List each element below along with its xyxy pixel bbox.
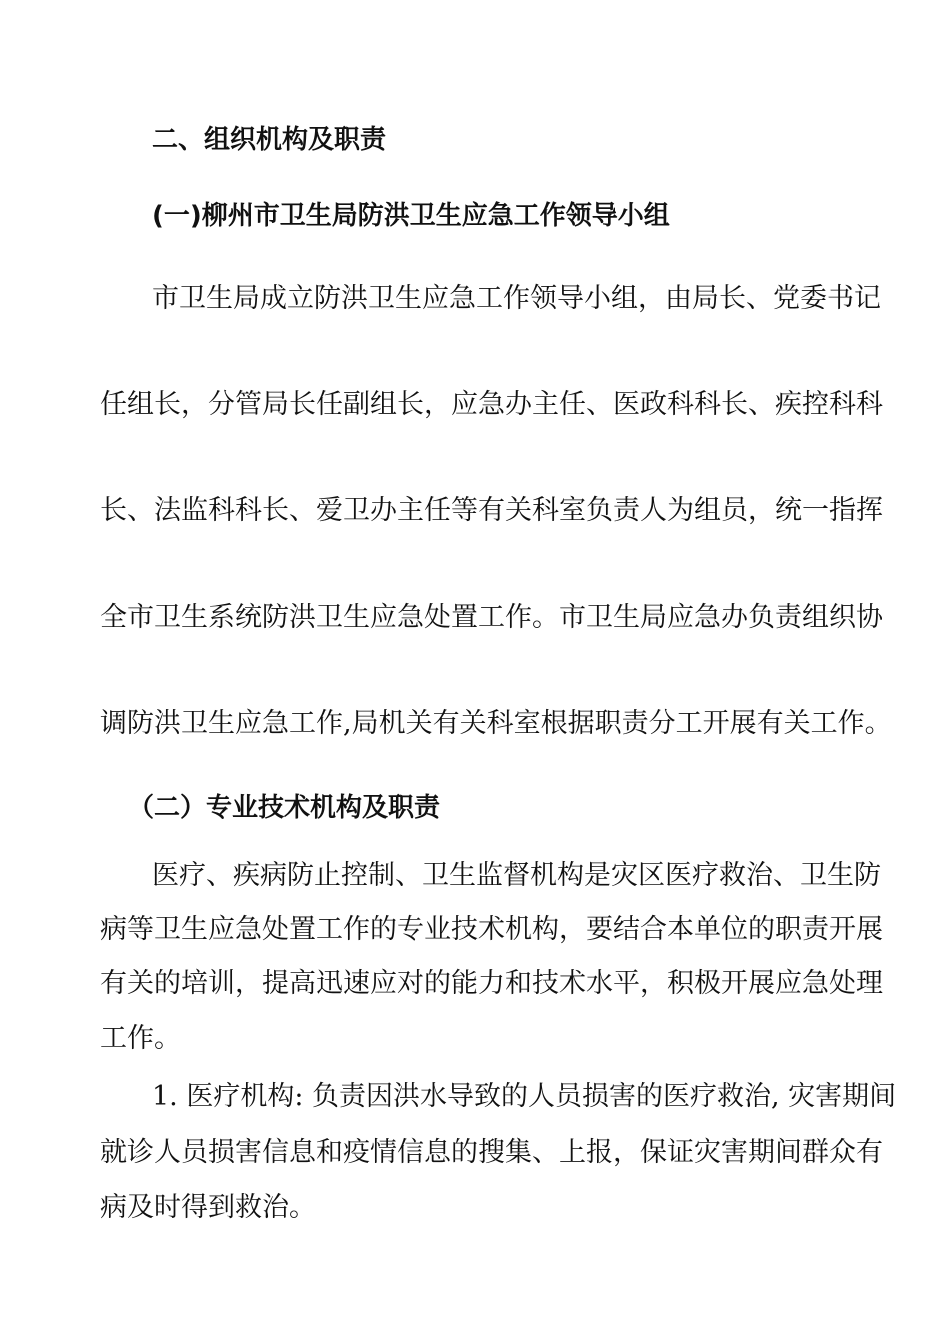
paragraph-line: 1. 医疗机构: 负责因洪水导致的人员损害的医疗救治, 灾害期间 [152, 1081, 897, 1112]
paragraph-line: 有关的培训，提高迅速应对的能力和技术水平，积极开展应急处理 [100, 968, 883, 999]
paragraph-line: 全市卫生系统防洪卫生应急处置工作。市卫生局应急办负责组织协 [100, 602, 883, 633]
paragraph-line: 医疗、疾病防止控制、卫生监督机构是灾区医疗救治、卫生防 [152, 860, 881, 891]
paragraph-line: 长、法监科科长、爱卫办主任等有关科室负责人为组员，统一指挥 [100, 495, 883, 526]
subsection-2-heading: （二）专业技术机构及职责 [128, 793, 441, 823]
paragraph-line: 市卫生局成立防洪卫生应急工作领导小组，由局长、党委书记 [152, 283, 881, 314]
section-heading: 二、组织机构及职责 [152, 125, 387, 155]
paragraph-line: 病及时得到救治。 [100, 1192, 316, 1223]
paragraph-line: 调防洪卫生应急工作,局机关有关科室根据职责分工开展有关工作。 [100, 708, 892, 739]
paragraph-line: 病等卫生应急处置工作的专业技术机构，要结合本单位的职责开展 [100, 914, 883, 945]
paragraph-line: 工作。 [100, 1023, 181, 1054]
paragraph-line: 就诊人员损害信息和疫情信息的搜集、上报，保证灾害期间群众有 [100, 1137, 883, 1168]
paragraph-line: 任组长，分管局长任副组长，应急办主任、医政科科长、疾控科科 [100, 389, 883, 420]
subsection-1-heading: (一)柳州市卫生局防洪卫生应急工作领导小组 [152, 201, 670, 231]
